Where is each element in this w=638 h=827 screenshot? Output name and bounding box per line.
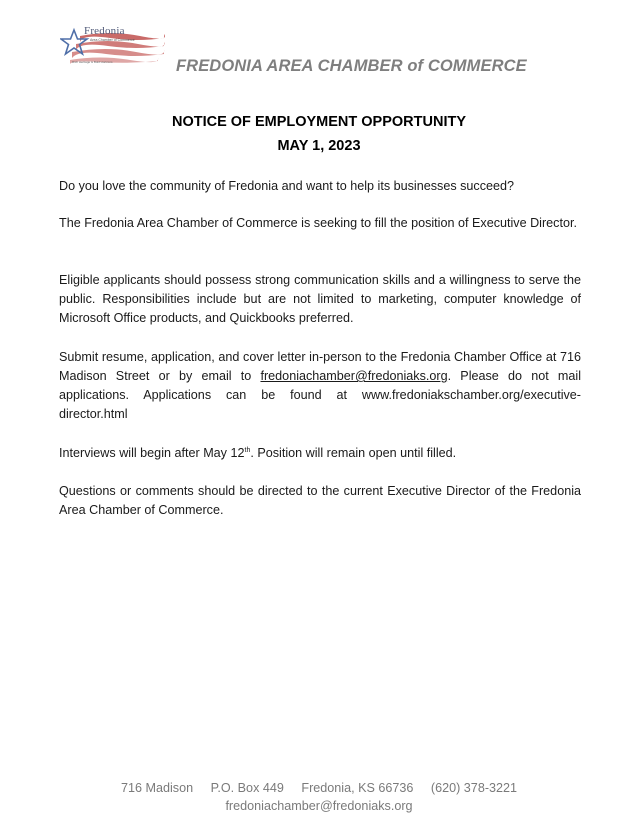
submission-paragraph bbox=[59, 348, 581, 424]
letterhead bbox=[60, 22, 580, 82]
notice-title: NOTICE OF EMPLOYMENT OPPORTUNITY bbox=[171, 114, 467, 130]
footer-address: 716 Madison bbox=[120, 781, 194, 795]
position-paragraph: The Fredonia Area Chamber of Commerce is seeking to fill the position of Executive Director. bbox=[59, 216, 577, 230]
email-link[interactable]: fredoniachamber@fredoniaks.org bbox=[260, 369, 448, 383]
intro-paragraph: Do you love the community of Fredonia and want to help its businesses succeed? bbox=[59, 179, 515, 193]
logo-tagline: Rich Heritage & Bold Horizons bbox=[72, 60, 113, 64]
notice-date: MAY 1, 2023 bbox=[277, 138, 361, 154]
interviews-text-cont: . Position will remain open until filled. bbox=[250, 446, 457, 460]
chamber-logo bbox=[60, 22, 170, 72]
footer-contact-line bbox=[0, 781, 638, 795]
organization-title: FREDONIA AREA CHAMBER of COMMERCE bbox=[176, 57, 527, 75]
requirements-paragraph: Eligible applicants should possess strong communication skills and a willingness to serve the public. Responsibilities include but are not limited to marketing, computer knowledge of Microsoft Office products, and Quickbooks preferred. bbox=[59, 273, 581, 325]
interviews-text: Interviews will begin after May 12 bbox=[59, 446, 245, 460]
footer-phone: (620) 378-3221 bbox=[430, 781, 518, 795]
submission-text: Submit resume, application, and cover letter in-person to the Fredonia Chamber Office at 716 Madison Street or by email to bbox=[59, 350, 581, 383]
submission-text-cont: . Please do not mail applications. Applications can be found at www.fredoniakschamber.org/executive-director.html bbox=[59, 369, 581, 421]
logo-subtitle: Area Chamber of Commerce bbox=[90, 38, 135, 42]
questions-paragraph: Questions or comments should be directed to the current Executive Director of the Fredonia Area Chamber of Commerce. bbox=[59, 484, 581, 517]
footer-city: Fredonia, KS 66736 bbox=[301, 781, 414, 795]
ordinal-suffix: th bbox=[244, 447, 251, 454]
footer-po-box: P.O. Box 449 bbox=[210, 781, 284, 795]
logo-wordmark: Fredonia bbox=[84, 25, 125, 37]
interviews-paragraph bbox=[59, 444, 581, 463]
footer-email: fredoniachamber@fredoniaks.org bbox=[225, 799, 413, 813]
